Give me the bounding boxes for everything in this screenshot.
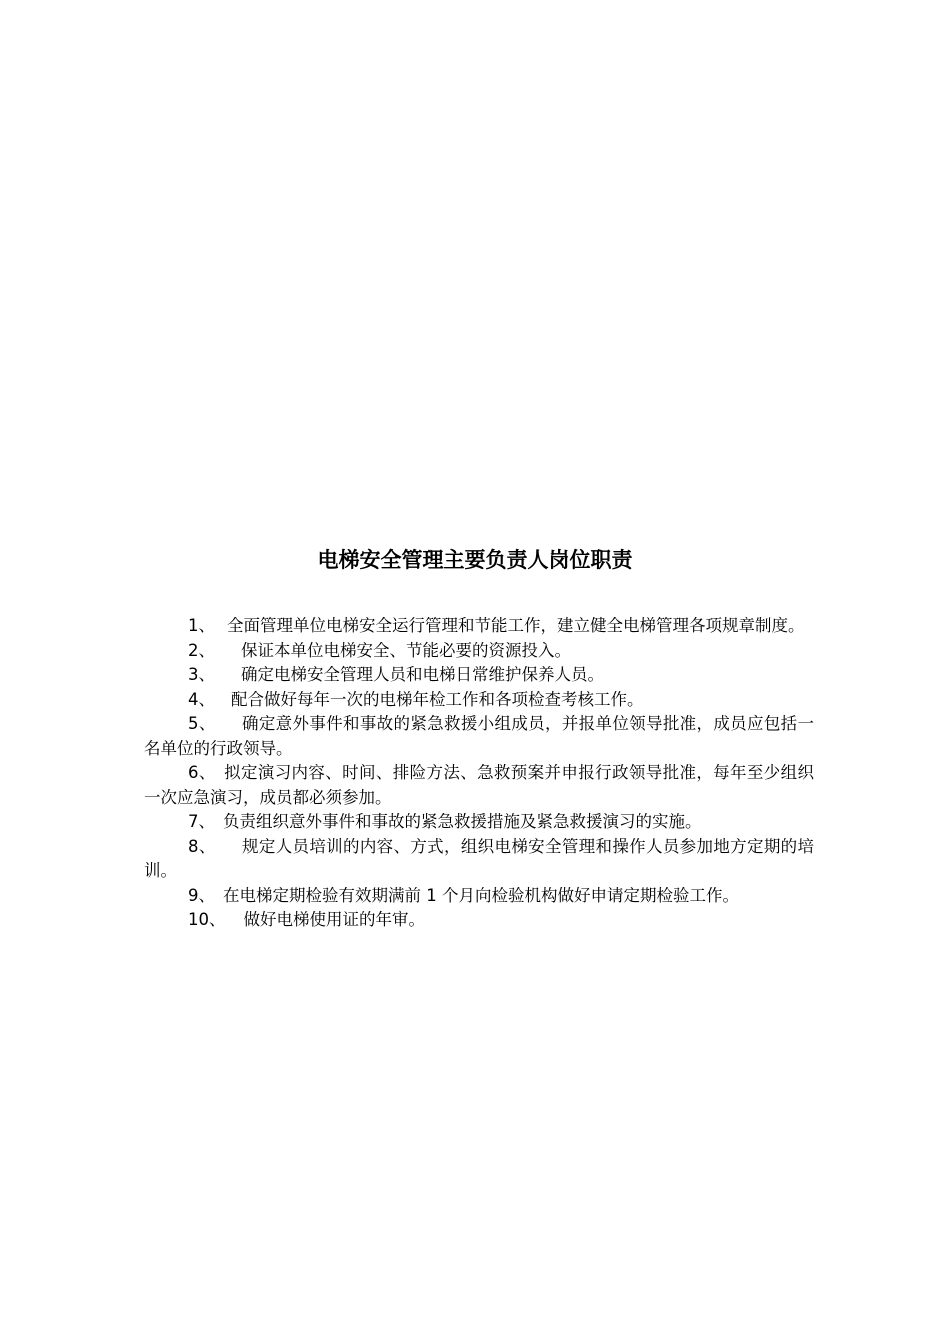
item-number: 6、	[188, 763, 216, 782]
list-item	[144, 614, 814, 639]
document-title: 电梯安全管理主要负责人岗位职责	[317, 548, 633, 572]
item-text: 确定意外事件和事故的紧急救援小组成员，并报单位领导批准，成员应包括一名单位的行政领导。	[144, 714, 815, 758]
list-item	[144, 663, 814, 688]
item-text: 配合做好每年一次的电梯年检工作和各项检查考核工作。	[231, 689, 644, 709]
item-number: 5、	[188, 714, 216, 733]
list-item	[144, 810, 814, 835]
item-number: 10、	[188, 910, 226, 929]
list-item	[144, 761, 814, 810]
item-number: 7、	[188, 812, 215, 831]
item-text: 全面管理单位电梯安全运行管理和节能工作，建立健全电梯管理各项规章制度。	[227, 616, 805, 635]
list-item	[144, 908, 814, 933]
duty-list	[144, 614, 814, 933]
item-number: 3、	[188, 665, 215, 684]
item-number: 4、	[188, 689, 215, 709]
item-text: 保证本单位电梯安全、节能必要的资源投入。	[241, 640, 571, 660]
list-item	[144, 835, 814, 884]
item-text: 负责组织意外事件和事故的紧急救援措施及紧急救援演习的实施。	[223, 812, 702, 831]
item-number: 8、	[188, 836, 216, 856]
item-text: 规定人员培训的内容、方式，组织电梯安全管理和操作人员参加地方定期的培训。	[144, 836, 815, 880]
item-text: 确定电梯安全管理人员和电梯日常维护保养人员。	[241, 665, 604, 684]
list-item	[144, 884, 814, 909]
list-item	[144, 712, 814, 761]
list-item	[144, 639, 814, 664]
item-text: 拟定演习内容、时间、排险方法、急救预案并申报行政领导批准，每年至少组织一次应急演习，成员都必须参加。	[144, 763, 815, 807]
item-number: 9、	[188, 885, 215, 905]
item-text: 做好电梯使用证的年审。	[243, 910, 425, 929]
item-text: 在电梯定期检验有效期满前 1 个月向检验机构做好申请定期检验工作。	[223, 885, 739, 905]
item-number: 1、	[188, 616, 215, 635]
list-item	[144, 688, 814, 713]
item-number: 2、	[188, 640, 215, 660]
